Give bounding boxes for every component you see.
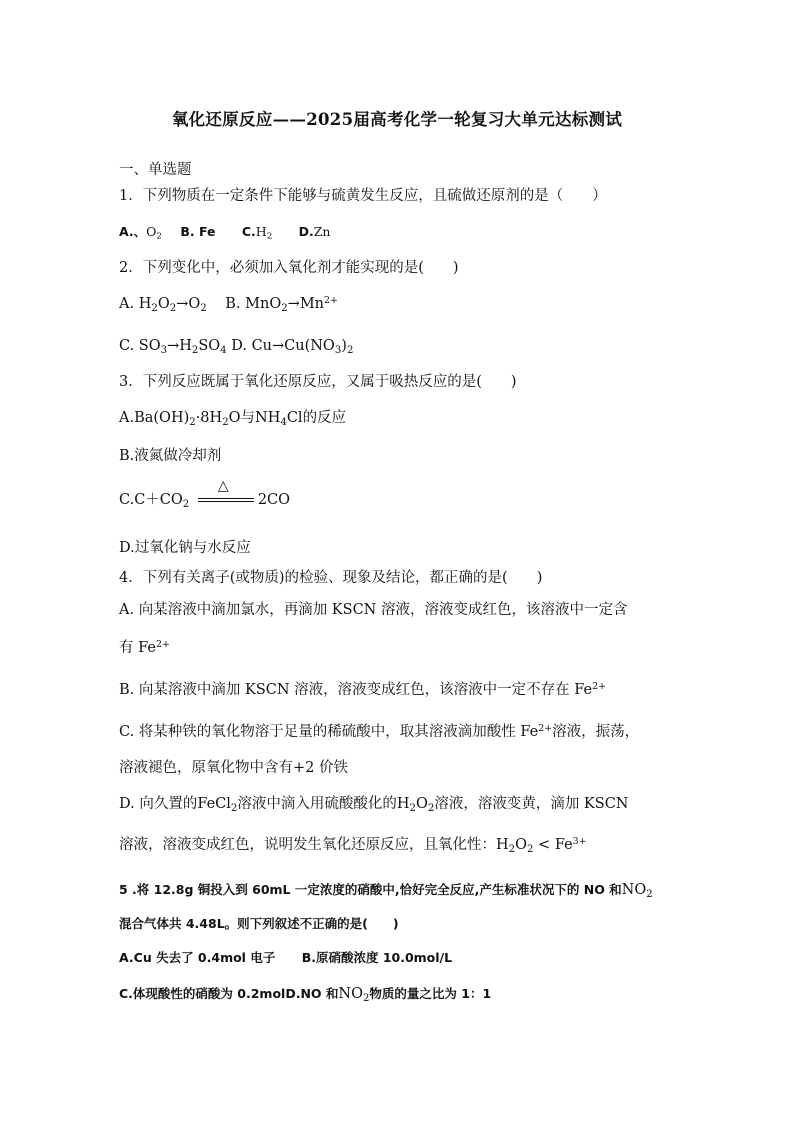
question-4-option-d-line1: D. 向久置的FeCl$_2$溶液中滴入用硫酸酸化的$H_2O_2$溶液，溶液变黄，滴加 KSCN bbox=[119, 796, 629, 815]
question-1-stem: 1．下列物质在一定条件下能够与硫黄发生反应，且硫做还原剂的是（ ） bbox=[119, 188, 607, 204]
question-4-option-d-line2: 溶液，溶液变成红色，说明发生氧化还原反应，且氧化性：$H_2O_2 < Fe^{3+}$ bbox=[119, 835, 587, 856]
page-title: 氧化还原反应——2025届高考化学一轮复习大单元达标测试 bbox=[171, 110, 623, 129]
question-4-option-a-line2: 有 $Fe^{2+}$ bbox=[119, 638, 170, 656]
option-a: A.Cu 失去了 0.4mol 电子 bbox=[119, 950, 276, 965]
question-2-options-cd bbox=[119, 336, 353, 356]
option-b: B. Fe bbox=[180, 224, 216, 239]
option-a-formula: $H_2O_2\to O_2$ bbox=[138, 296, 207, 315]
option-d-label: D. bbox=[231, 338, 247, 354]
question-3-option-a: $A.Ba(OH)_2\cdot 8H_2O$与$NH_4Cl$的反应 bbox=[119, 410, 347, 429]
option-c-formula: $SO_3\to H_2SO_4$ bbox=[138, 338, 227, 357]
option-c-formula: $H_2$ bbox=[255, 224, 273, 242]
question-4-stem: 4．下列有关离子(或物质)的检验、现象及结论，都正确的是( ) bbox=[119, 570, 543, 586]
option-d-label: D. bbox=[298, 224, 314, 239]
question-5-stem-line2: 混合气体共 4.48L。则下列叙述不正确的是( ) bbox=[119, 916, 399, 931]
question-1-options bbox=[119, 222, 331, 242]
option-a-label: A. bbox=[119, 296, 135, 312]
option-c-label: C. bbox=[241, 224, 256, 239]
option-d-formula: Zn bbox=[313, 224, 331, 239]
question-5-options-ab bbox=[119, 948, 452, 968]
question-3-option-c: $C.C+CO_2$ △ 2CO bbox=[119, 478, 291, 511]
question-2-stem: 2．下列变化中，必须加入氧化剂才能实现的是( ) bbox=[119, 260, 459, 276]
option-d-formula: $Cu\to Cu(NO_3)_2$ bbox=[251, 338, 354, 357]
question-5-stem-line1: 5 .将 12.8g 铜投入到 60mL 一定浓度的硝酸中,恰好完全反应,产生标准状况下的 NO 和$NO_2$ bbox=[119, 882, 653, 901]
question-4-option-c-line2: 溶液褪色，原氧化物中含有+2 价铁 bbox=[119, 760, 348, 776]
heat-symbol: △ bbox=[217, 478, 229, 494]
option-b-formula: $MnO_2\to Mn^{2+}$ bbox=[245, 294, 338, 315]
option-a-formula: $O_2$ bbox=[146, 224, 162, 242]
option-b-label: B. bbox=[225, 296, 241, 312]
question-2-options-ab bbox=[119, 294, 338, 314]
question-3-stem: 3．下列反应既属于氧化还原反应，又属于吸热反应的是( ) bbox=[119, 374, 517, 390]
question-5-options-cd: C.体现酸性的硝酸为 0.2molD.NO 和$NO_2$物质的量之比为 1：1 bbox=[119, 986, 492, 1005]
question-3-option-d: D.过氧化钠与水反应 bbox=[119, 540, 251, 556]
question-4-option-a-line1: A. 向某溶液中滴加氯水，再滴加 KSCN 溶液，溶液变成红色，该溶液中一定含 bbox=[119, 602, 628, 618]
question-3-option-b: B.液氮做冷却剂 bbox=[119, 448, 222, 464]
question-4-option-c-line1: C. 将某种铁的氧化物溶于足量的稀硫酸中，取其溶液滴加酸性 $Fe^{2+}$溶液，振荡， bbox=[119, 722, 640, 740]
option-a-label: A.、 bbox=[119, 224, 147, 239]
option-b: B.原硝酸浓度 10.0mol/L bbox=[301, 950, 453, 965]
heating-arrow bbox=[198, 478, 254, 507]
question-4-option-b: B. 向某溶液中滴加 KSCN 溶液，溶液变成红色，该溶液中一定不存在 $Fe^{2+}$ bbox=[119, 680, 606, 698]
option-c-label: C. bbox=[119, 338, 135, 354]
section-heading: 一、单选题 bbox=[119, 162, 192, 178]
